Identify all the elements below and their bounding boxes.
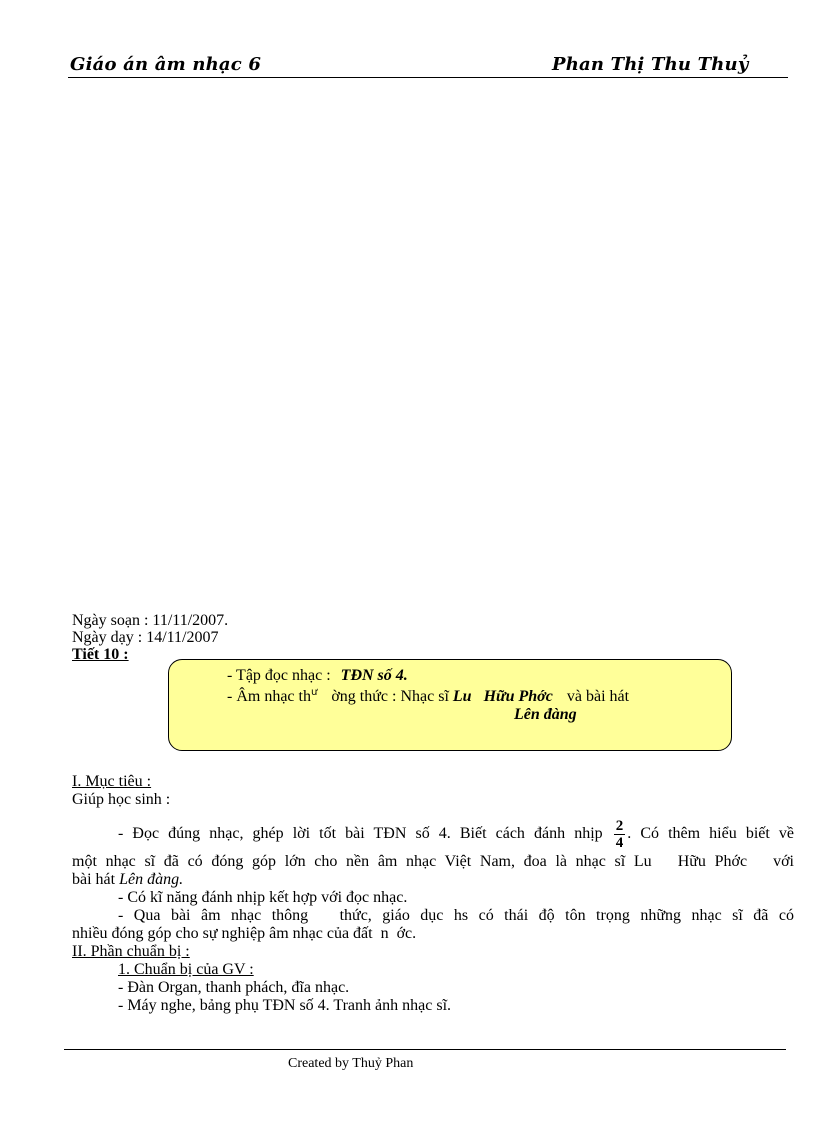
header-lesson-title: Giáo án âm nhạc 6: [70, 54, 262, 75]
header-author: Phan Thị Thu Thuỷ: [552, 54, 749, 75]
footer-divider: [64, 1049, 786, 1050]
objective-3-line-2: nhiều đóng góp cho sự nghiệp âm nhạc của đất n ớc.: [72, 925, 417, 942]
objective-2: - Có kĩ năng đánh nhịp kết hợp với đọc nhạc.: [118, 889, 408, 906]
objective-1-line-3-pre: bài hát: [72, 871, 116, 888]
topic-line-1: [227, 667, 408, 685]
topic-line-1-prefix: - Tập đọc nhạc :: [227, 667, 331, 684]
topic-line-2-sup: ư: [310, 687, 318, 698]
topic-line-2: [227, 688, 629, 706]
date-taught: Ngày dạy : 14/11/2007: [72, 629, 219, 646]
topic-box: [168, 659, 732, 751]
objective-3-line-1: - Qua bài âm nhạc thông thức, giáo dục hs có thái độ tôn trọng những nhạc sĩ đã có: [118, 907, 794, 924]
objective-1-line-1: [72, 818, 794, 851]
song-title: Lên đàng: [514, 706, 577, 723]
fraction-numerator: 2: [615, 818, 624, 834]
section-2-sub-1: 1. Chuẩn bị của GV :: [118, 961, 254, 978]
section-1-heading: I. Mục tiêu :: [72, 773, 152, 790]
prep-item-1: - Đàn Organ, thanh phách, đĩa nhạc.: [118, 979, 350, 996]
objective-1-line-2: một nhạc sĩ đã có đóng góp lớn cho nền âm nhạc Việt Nam, đoa là nhạc sĩ Lu Hữu Phớc với: [72, 853, 794, 870]
composer-name: Lu Hữu Phớc: [452, 688, 553, 705]
section-1-intro: Giúp học sinh :: [72, 791, 171, 808]
topic-line-1-title: TĐN số 4.: [340, 667, 408, 684]
lesson-number: Tiết 10 :: [72, 646, 129, 663]
prep-item-2: - Máy nghe, bảng phụ TĐN số 4. Tranh ảnh nhạc sĩ.: [118, 997, 452, 1014]
topic-line-2-mid: ờng thức : Nhạc sĩ: [331, 688, 449, 705]
date-prepared: Ngày soạn : 11/11/2007.: [72, 612, 229, 629]
topic-line-2-prefix: - Âm nhạc th: [227, 688, 311, 705]
section-2-heading: II. Phần chuẩn bị :: [72, 943, 190, 960]
fraction-denominator: 4: [615, 835, 624, 851]
objective-1-post: . Có thêm hiểu biết về: [627, 825, 794, 843]
header-divider: [68, 77, 788, 78]
topic-line-2-suffix: và bài hát: [566, 688, 630, 705]
objective-1-line-3: [72, 871, 183, 889]
footer-credit: Created by Thuỷ Phan: [288, 1056, 414, 1071]
time-signature-fraction: [614, 818, 626, 851]
objective-1-song: Lên đàng.: [119, 871, 184, 888]
objective-1-pre: - Đọc đúng nhạc, ghép lời tốt bài TĐN số 4. Biết cách đánh nhịp: [118, 825, 603, 843]
